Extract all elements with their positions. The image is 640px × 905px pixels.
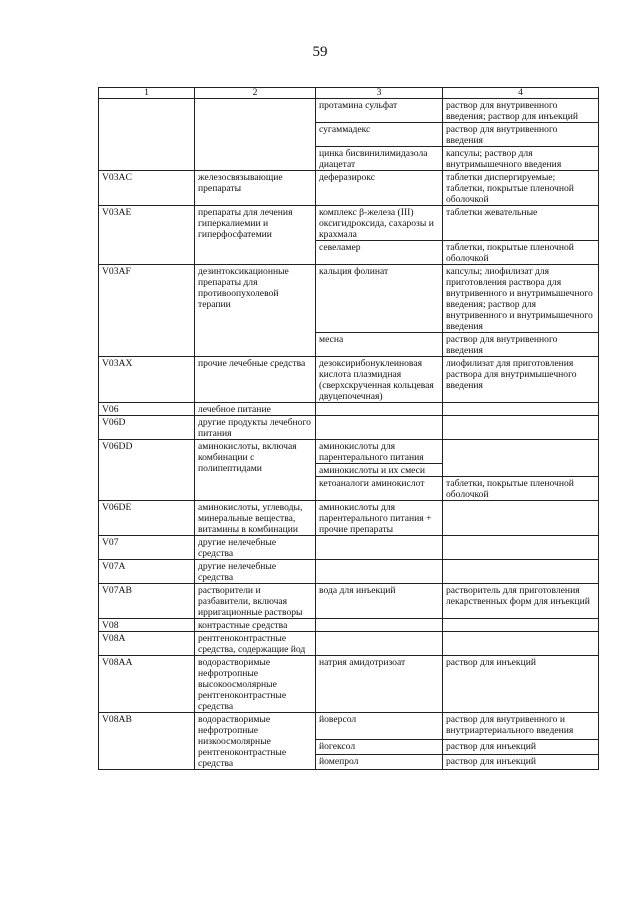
- dosage-form-cell: раствор для инъекций: [443, 656, 599, 713]
- drug-name-cell: [316, 632, 443, 656]
- drug-name-cell: аминокислоты и их смеси: [316, 464, 443, 477]
- atc-code-cell: V07AB: [99, 584, 195, 619]
- table-row: [99, 584, 599, 619]
- dosage-form-cell: [443, 619, 599, 632]
- dosage-form-cell: капсулы; лиофилизат для приготовления раствора для внутривенного и внутримышечного введения; раствор для внутривенного и внутримышечного введения: [443, 265, 599, 333]
- dosage-form-cell: [443, 440, 599, 477]
- drug-name-cell: [316, 416, 443, 440]
- atc-code-cell: V03AC: [99, 171, 195, 206]
- table-row: [99, 171, 599, 206]
- table-row: [99, 632, 599, 656]
- header-col-1: 1: [99, 88, 195, 99]
- header-row: [99, 88, 599, 99]
- group-name-cell: препараты для лечения гиперкалиемии и гиперфосфатемии: [195, 206, 316, 265]
- drug-name-cell: дезоксирибонуклеиновая кислота плазмидная (сверхскрученная кольцевая двуцепочечная): [316, 357, 443, 403]
- atc-code-cell: V07: [99, 536, 195, 560]
- drug-name-cell: [316, 403, 443, 416]
- dosage-form-cell: [443, 403, 599, 416]
- atc-code-cell: V03AX: [99, 357, 195, 403]
- drug-name-cell: аминокислоты для парентерального питания: [316, 440, 443, 464]
- atc-code-cell: V07A: [99, 560, 195, 584]
- drug-name-cell: йомепрол: [316, 755, 443, 770]
- drug-name-cell: кетоаналоги аминокислот: [316, 477, 443, 501]
- dosage-form-cell: лиофилизат для приготовления раствора для внутримышечного введения: [443, 357, 599, 403]
- atc-code-cell: [99, 99, 195, 171]
- group-name-cell: железосвязывающие препараты: [195, 171, 316, 206]
- header-col-3: 3: [316, 88, 443, 99]
- medications-table: [98, 87, 599, 770]
- dosage-form-cell: таблетки, покрытые пленочной оболочкой: [443, 477, 599, 501]
- table-row: [99, 206, 599, 241]
- table-row: [99, 265, 599, 333]
- atc-code-cell: V08A: [99, 632, 195, 656]
- drug-name-cell: йогексол: [316, 740, 443, 755]
- drug-name-cell: комплекс β-железа (III) оксигидроксида, сахарозы и крахмала: [316, 206, 443, 241]
- drug-name-cell: натрия амидотризоат: [316, 656, 443, 713]
- dosage-form-cell: [443, 560, 599, 584]
- dosage-form-cell: [443, 416, 599, 440]
- group-name-cell: аминокислоты, включая комбинации с полипептидами: [195, 440, 316, 501]
- table-row: [99, 357, 599, 403]
- dosage-form-cell: таблетки жевательные: [443, 206, 599, 241]
- dosage-form-cell: раствор для инъекций: [443, 755, 599, 770]
- drug-name-cell: [316, 560, 443, 584]
- dosage-form-cell: растворитель для приготовления лекарственных форм для инъекций: [443, 584, 599, 619]
- group-name-cell: растворители и разбавители, включая ирригационные растворы: [195, 584, 316, 619]
- group-name-cell: водорастворимые нефротропные высокоосмолярные рентгеноконтрастные средства: [195, 656, 316, 713]
- table-row: [99, 656, 599, 713]
- header-col-4: 4: [443, 88, 599, 99]
- group-name-cell: лечебное питание: [195, 403, 316, 416]
- group-name-cell: аминокислоты, углеводы, минеральные вещества, витамины в комбинации: [195, 501, 316, 536]
- table-row: [99, 619, 599, 632]
- atc-code-cell: V03AF: [99, 265, 195, 357]
- dosage-form-cell: раствор для внутривенного введения: [443, 123, 599, 147]
- dosage-form-cell: раствор для внутривенного введения; раствор для инъекций: [443, 99, 599, 123]
- group-name-cell: контрастные средства: [195, 619, 316, 632]
- drug-name-cell: месна: [316, 333, 443, 357]
- atc-code-cell: V06D: [99, 416, 195, 440]
- dosage-form-cell: капсулы; раствор для внутримышечного введения: [443, 147, 599, 171]
- drug-name-cell: йоверсол: [316, 713, 443, 740]
- table-row: [99, 713, 599, 740]
- atc-code-cell: V08AB: [99, 713, 195, 770]
- atc-code-cell: V03AE: [99, 206, 195, 265]
- drug-name-cell: [316, 619, 443, 632]
- table-row: [99, 536, 599, 560]
- dosage-form-cell: таблетки, покрытые пленочной оболочкой: [443, 241, 599, 265]
- drug-name-cell: протамина сульфат: [316, 99, 443, 123]
- group-name-cell: другие нелечебные средства: [195, 560, 316, 584]
- dosage-form-cell: [443, 632, 599, 656]
- group-name-cell: [195, 99, 316, 171]
- drug-name-cell: кальция фолинат: [316, 265, 443, 333]
- dosage-form-cell: раствор для инъекций: [443, 740, 599, 755]
- dosage-form-cell: [443, 536, 599, 560]
- dosage-form-cell: [443, 501, 599, 536]
- group-name-cell: водорастворимые нефротропные низкоосмолярные рентгеноконтрастные средства: [195, 713, 316, 770]
- dosage-form-cell: раствор для внутривенного введения: [443, 333, 599, 357]
- dosage-form-cell: таблетки диспергируемые; таблетки, покрытые пленочной оболочкой: [443, 171, 599, 206]
- group-name-cell: другие нелечебные средства: [195, 536, 316, 560]
- table-row: [99, 560, 599, 584]
- drug-name-cell: севеламер: [316, 241, 443, 265]
- header-col-2: 2: [195, 88, 316, 99]
- dosage-form-cell: раствор для внутривенного и внутриартериального введения: [443, 713, 599, 740]
- table-row: [99, 403, 599, 416]
- drug-name-cell: вода для инъекций: [316, 584, 443, 619]
- table-row: [99, 501, 599, 536]
- drug-name-cell: [316, 536, 443, 560]
- drug-name-cell: аминокислоты для парентерального питания + прочие препараты: [316, 501, 443, 536]
- group-name-cell: рентгеноконтрастные средства, содержащие йод: [195, 632, 316, 656]
- atc-code-cell: V06DD: [99, 440, 195, 501]
- atc-code-cell: V06: [99, 403, 195, 416]
- atc-code-cell: V08: [99, 619, 195, 632]
- page-number: 59: [312, 44, 328, 60]
- drug-name-cell: цинка бисвинилимидазола диацетат: [316, 147, 443, 171]
- table-row: [99, 416, 599, 440]
- group-name-cell: прочие лечебные средства: [195, 357, 316, 403]
- table-row: [99, 440, 599, 464]
- atc-code-cell: V08AA: [99, 656, 195, 713]
- table-row: [99, 99, 599, 123]
- drug-name-cell: деферазирокс: [316, 171, 443, 206]
- group-name-cell: другие продукты лечебного питания: [195, 416, 316, 440]
- atc-code-cell: V06DE: [99, 501, 195, 536]
- drug-name-cell: сугаммадекс: [316, 123, 443, 147]
- group-name-cell: дезинтоксикационные препараты для противоопухолевой терапии: [195, 265, 316, 357]
